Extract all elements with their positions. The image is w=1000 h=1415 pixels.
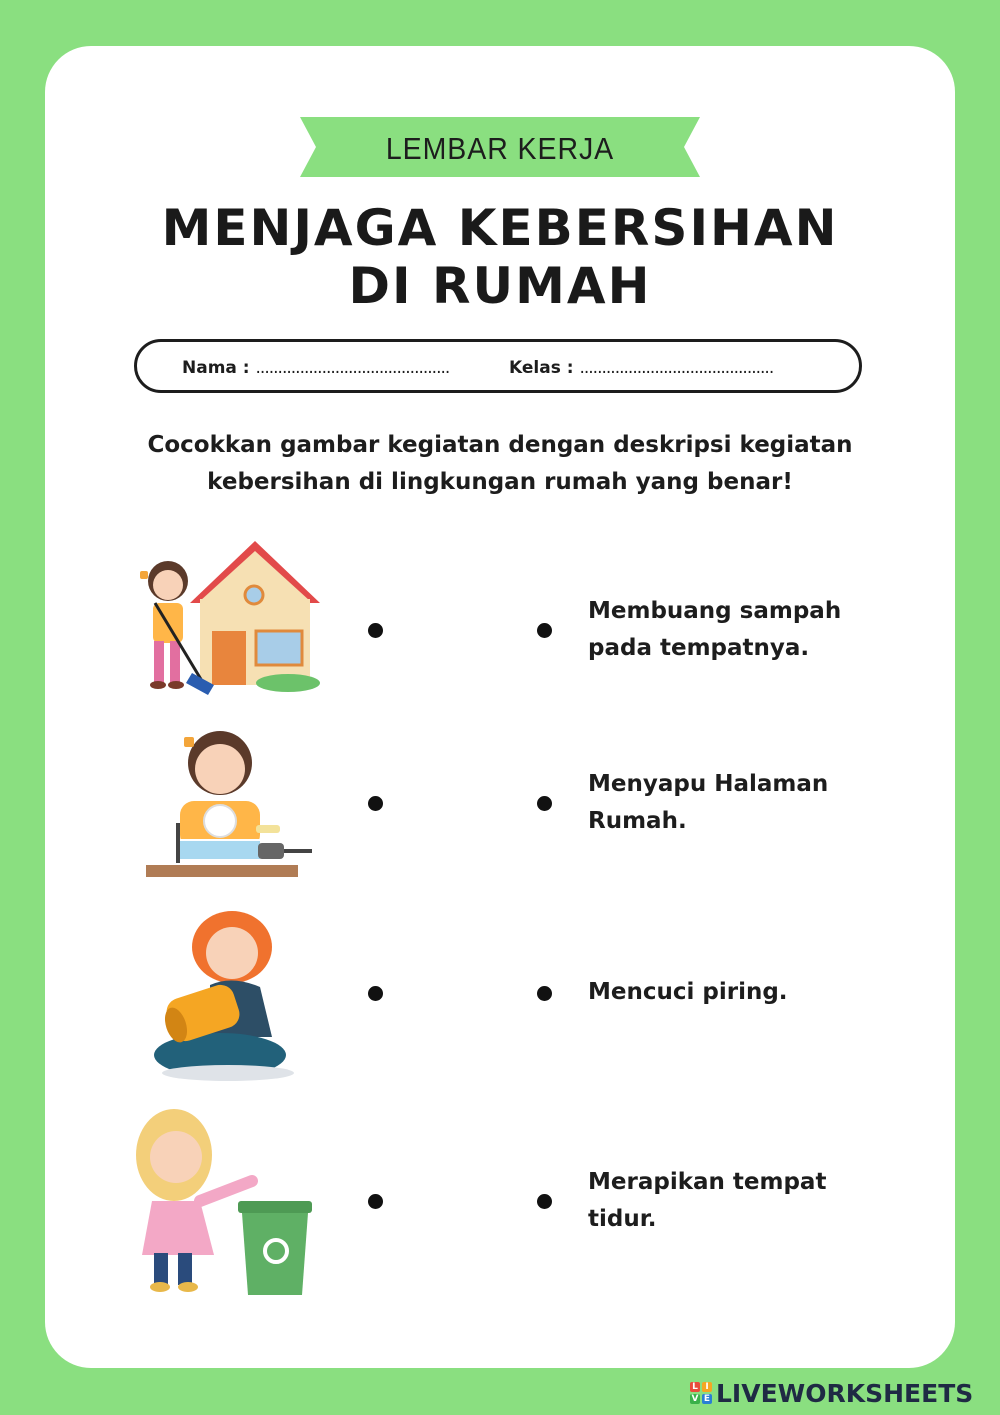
description-4	[588, 1164, 888, 1238]
description-2	[588, 766, 888, 840]
badge-letter-e: E	[703, 1394, 711, 1404]
description-2-line-2: Rumah.	[588, 808, 687, 834]
match-dot-right-2[interactable]	[537, 796, 552, 811]
match-dot-left-2[interactable]	[368, 796, 383, 811]
liveworksheets-logo[interactable]	[690, 1376, 973, 1410]
page-title-line-2: DI RUMAH	[348, 257, 652, 315]
name-label: Nama :	[182, 358, 250, 378]
girl-sweeping-house-icon	[130, 533, 330, 707]
badge-letter-l: L	[690, 1382, 700, 1392]
class-blank[interactable]: ............................................	[579, 358, 774, 378]
description-4-line-2: tidur.	[588, 1206, 657, 1232]
description-1-line-2: pada tempatnya.	[588, 635, 810, 661]
description-1-line-1: Membuang sampah	[588, 598, 842, 624]
class-field[interactable]	[509, 358, 773, 378]
description-2-line-1: Menyapu Halaman	[588, 771, 829, 797]
match-dot-left-1[interactable]	[368, 623, 383, 638]
instruction-line-1: Cocokkan gambar kegiatan dengan deskripsi kegiatan	[147, 432, 853, 458]
instruction-text	[120, 427, 880, 501]
match-dot-right-1[interactable]	[537, 623, 552, 638]
badge-letter-i: I	[702, 1382, 712, 1392]
name-blank[interactable]: ............................................	[255, 358, 450, 378]
ribbon-banner	[300, 117, 700, 177]
student-info-box	[134, 339, 862, 393]
badge-letter-v: V	[691, 1394, 699, 1404]
description-1	[588, 593, 888, 667]
girl-making-bed-icon	[150, 905, 300, 1089]
description-4-line-1: Merapikan tempat	[588, 1169, 827, 1195]
match-dot-right-3[interactable]	[537, 986, 552, 1001]
match-dot-right-4[interactable]	[537, 1194, 552, 1209]
ribbon-label: LEMBAR KERJA	[385, 131, 615, 166]
description-3	[588, 974, 888, 1011]
class-label: Kelas :	[509, 358, 574, 378]
match-dot-left-3[interactable]	[368, 986, 383, 1001]
instruction-line-2: kebersihan di lingkungan rumah yang benar!	[207, 469, 793, 495]
name-field[interactable]	[182, 358, 449, 378]
page-title-line-1: MENJAGA KEBERSIHAN	[161, 199, 839, 257]
description-3-line-1: Mencuci piring.	[588, 979, 788, 1005]
girl-washing-dishes-icon	[140, 725, 320, 889]
girl-throwing-trash-icon	[130, 1105, 320, 1304]
match-dot-left-4[interactable]	[368, 1194, 383, 1209]
liveworksheets-brand: LIVEWORKSHEETS	[716, 1378, 974, 1408]
liveworksheets-badge-icon	[690, 1382, 712, 1404]
